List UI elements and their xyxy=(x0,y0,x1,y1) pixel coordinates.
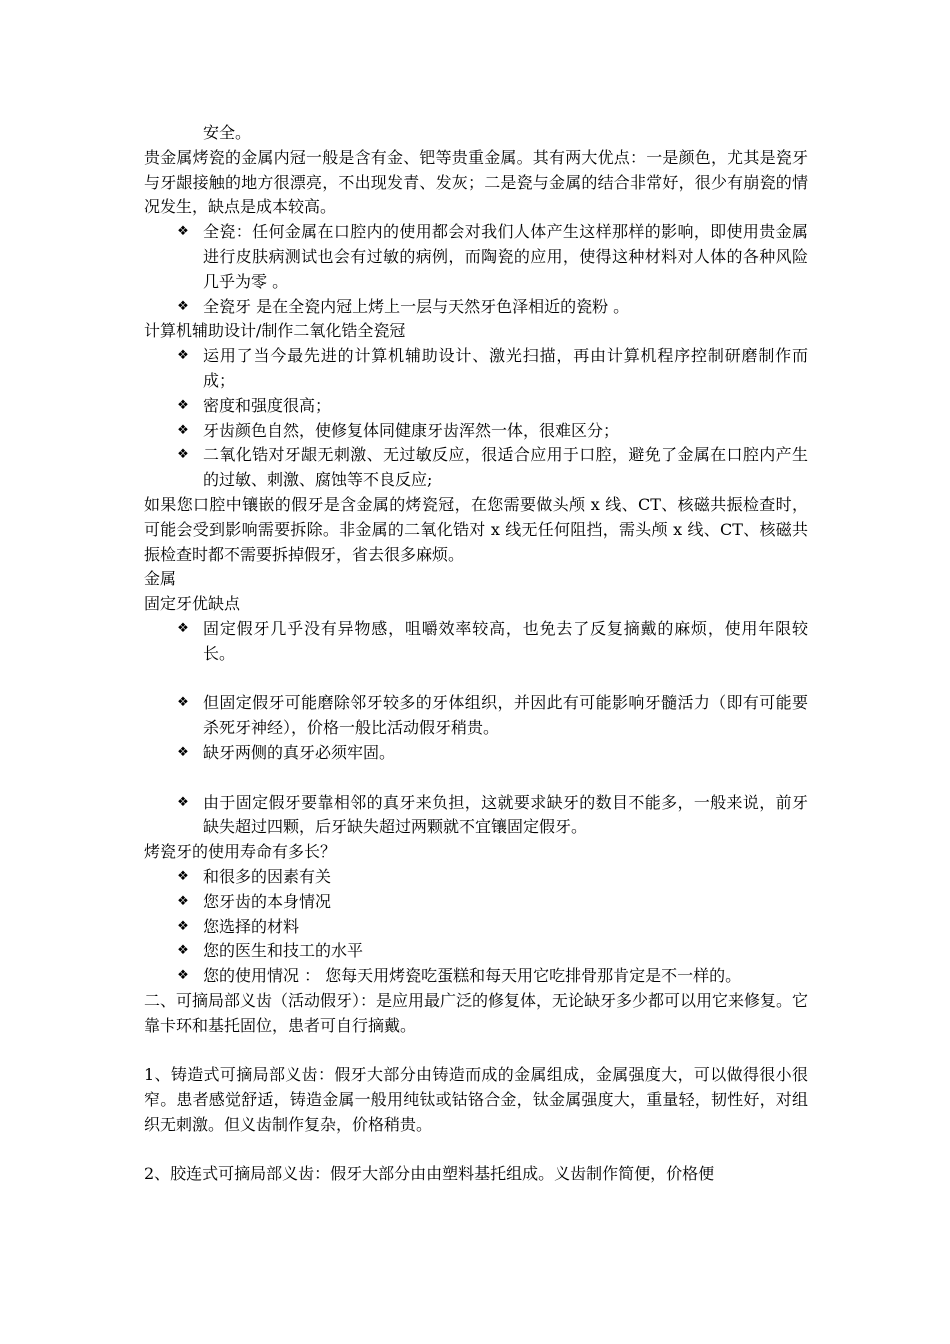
paragraph: 二、可摘局部义齿（活动假牙）：是应用最广泛的修复体，无论缺牙多少都可以用它来修复。它靠卡环和基托固位，患者可自行摘戴。 xyxy=(144,990,809,1035)
blank-line xyxy=(144,1038,808,1063)
diamond-bullet-icon: ❖ xyxy=(177,224,189,240)
bullet-text: 密度和强度很高； xyxy=(203,395,332,415)
bullet-item xyxy=(144,865,808,890)
bullet-item xyxy=(144,915,808,940)
bullet-item xyxy=(144,443,808,493)
paragraph: 固定牙优缺点 xyxy=(144,594,241,614)
paragraph: 2、胶连式可摘局部义齿：假牙大部分由由塑料基托组成。义齿制作简便，价格便 xyxy=(144,1164,715,1184)
paragraph: 1、铸造式可摘局部义齿：假牙大部分由铸造而成的金属组成，金属强度大，可以做得很小很窄。患者感觉舒适，铸造金属一般用纯钛或钴铬合金，钛金属强度大，重量轻，韧性好，对组织无刺激。但义齿制作复杂，价格稍贵。 xyxy=(144,1065,808,1134)
bullet-text: 您选择的材料 xyxy=(203,916,300,936)
diamond-bullet-icon: ❖ xyxy=(177,744,189,760)
diamond-bullet-icon: ❖ xyxy=(177,968,189,984)
diamond-bullet-icon: ❖ xyxy=(177,620,189,636)
bullet-text: 固定假牙几乎没有异物感，咀嚼效率较高，也免去了反复摘戴的麻烦，使用年限较长。 xyxy=(203,618,808,663)
bullet-text: 和很多的因素有关 xyxy=(203,866,332,886)
diamond-bullet-icon: ❖ xyxy=(177,397,189,413)
blank-line xyxy=(144,667,808,692)
blank-line xyxy=(144,1138,808,1163)
diamond-bullet-icon: ❖ xyxy=(177,794,189,810)
blank-line xyxy=(144,766,808,791)
paragraph: 烤瓷牙的使用寿命有多长？ xyxy=(144,842,337,862)
diamond-bullet-icon: ❖ xyxy=(177,298,189,314)
bullet-item xyxy=(144,890,808,915)
bullet-item xyxy=(144,964,808,989)
diamond-bullet-icon: ❖ xyxy=(177,868,189,884)
diamond-bullet-icon: ❖ xyxy=(177,695,189,711)
bullet-text: 牙齿颜色自然，使修复体同健康牙齿浑然一体，很难区分； xyxy=(203,420,620,440)
bullet-text: 全瓷牙 是在全瓷内冠上烤上一层与天然牙色泽相近的瓷粉 。 xyxy=(203,296,630,316)
bullet-text: 您牙齿的本身情况 xyxy=(203,891,332,911)
bullet-text: 二氧化锆对牙龈无刺激、无过敏反应，很适合应用于口腔，避免了金属在口腔内产生的过敏、刺激、腐蚀等不良反应; xyxy=(203,445,808,490)
bullet-text: 由于固定假牙要靠相邻的真牙来负担，这就要求缺牙的数目不能多，一般来说，前牙缺失超过四颗，后牙缺失超过两颗就不宜镶固定假牙。 xyxy=(203,792,808,837)
diamond-bullet-icon: ❖ xyxy=(177,348,189,364)
bullet-item xyxy=(144,295,808,320)
paragraph: 贵金属烤瓷的金属内冠一般是含有金、钯等贵重金属。其有两大优点：一是颜色，尤其是瓷牙与牙龈接触的地方很漂亮，不出现发青、发灰；二是瓷与金属的结合非常好，很少有崩瓷的情况发生，缺点是成本较高。 xyxy=(144,147,808,217)
diamond-bullet-icon: ❖ xyxy=(177,918,189,934)
bullet-item xyxy=(144,419,808,444)
bullet-text: 但固定假牙可能磨除邻牙较多的牙体组织，并因此有可能影响牙髓活力（即有可能要杀死牙神经），价格一般比活动假牙稍贵。 xyxy=(203,693,808,738)
paragraph: 金属 xyxy=(144,569,177,589)
bullet-text: 您的医生和技工的水平 xyxy=(203,941,364,961)
bullet-item xyxy=(144,939,808,964)
bullet-item xyxy=(144,791,808,841)
bullet-text: 全瓷：任何金属在口腔内的使用都会对我们人体产生这样那样的影响，即使用贵金属进行皮肤病测试也会有过敏的病例，而陶瓷的应用，使得这种材料对人体的各种风险几乎为零 。 xyxy=(203,222,808,291)
bullet-item xyxy=(144,220,808,294)
bullet-item xyxy=(144,344,808,394)
bullet-item xyxy=(144,617,808,667)
bullet-item xyxy=(144,741,808,766)
bullet-text: 运用了当今最先进的计算机辅助设计、激光扫描，再由计算机程序控制研磨制作而成； xyxy=(203,346,808,390)
bullet-item xyxy=(144,394,808,419)
bullet-item xyxy=(144,691,808,741)
paragraph: 计算机辅助设计/制作二氧化锆全瓷冠 xyxy=(144,321,406,341)
diamond-bullet-icon: ❖ xyxy=(177,447,189,463)
diamond-bullet-icon: ❖ xyxy=(177,943,189,959)
paragraph: 如果您口腔中镶嵌的假牙是含金属的烤瓷冠，在您需要做头颅 x 线、CT、核磁共振检查时，可能会受到影响需要拆除。非金属的二氧化锆对 x 线无任何阻挡，需头颅 x 线、CT、核磁共振检查时都不需要拆掉假牙，省去很多麻烦。 xyxy=(144,494,808,564)
diamond-bullet-icon: ❖ xyxy=(177,893,189,909)
continuation-text: 安全。 xyxy=(203,123,252,142)
bullet-text: 您的使用情况 ： 您每天用烤瓷吃蛋糕和每天用它吃排骨那肯定是不一样的。 xyxy=(203,966,742,986)
diamond-bullet-icon: ❖ xyxy=(177,422,189,438)
bullet-text: 缺牙两侧的真牙必须牢固。 xyxy=(203,742,396,762)
document-page xyxy=(144,121,808,1187)
